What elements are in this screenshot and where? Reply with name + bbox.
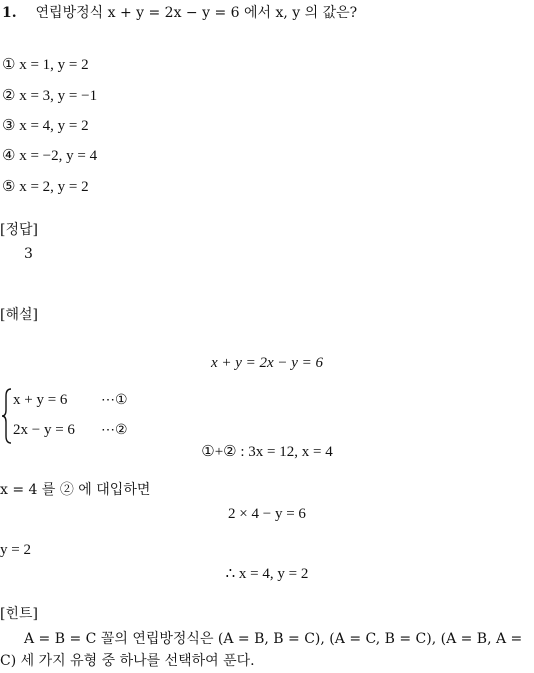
hint-text: A = B = C 꼴의 연립방정식은 (A = B, B = C), (A = C, B = C), (A = B, A = C) 세 가지 유형 중 하나를 선택하여 푼다.: [0, 631, 523, 669]
system-line-2-equation: 2x − y = 6: [13, 422, 75, 438]
choice-5: ⑤ x = 2, y = 2: [2, 179, 89, 195]
solution-label: [해설]: [0, 307, 38, 323]
choice-1: ① x = 1, y = 2: [2, 57, 89, 73]
system-line-1-equation: x + y = 6: [13, 392, 68, 408]
system-brace: [2, 388, 12, 444]
choice-3: ③ x = 4, y = 2: [2, 118, 89, 134]
choice-4: ④ x = −2, y = 4: [2, 148, 98, 164]
question: [2, 4, 357, 22]
system-line-2-tag: ⋯②: [101, 422, 128, 438]
solution-final: ∴ x = 4, y = 2: [225, 566, 309, 582]
solution-y-result: y = 2: [0, 542, 31, 558]
system-line-1-tag: ⋯①: [101, 392, 128, 408]
question-number: 1.: [2, 5, 17, 21]
solution-substitute-text: x = 4 를 ② 에 대입하면: [0, 482, 151, 498]
question-text: 연립방정식 x + y = 2x − y = 6 에서 x, y 의 값은?: [35, 5, 358, 21]
choice-2: ② x = 3, y = −1: [2, 88, 98, 104]
system-line-1: [13, 391, 67, 409]
answer-value: 3: [24, 246, 33, 262]
system-line-2: [13, 421, 75, 439]
solution-add-step: ①+② : 3x = 12, x = 4: [201, 444, 333, 460]
solution-main-equation: x + y = 2x − y = 6: [210, 355, 324, 371]
solution-substitute-equation: 2 × 4 − y = 6: [228, 506, 306, 522]
answer-label: [정답]: [0, 222, 38, 238]
hint-paragraph: [0, 628, 534, 672]
hint-label: [힌트]: [0, 606, 38, 622]
